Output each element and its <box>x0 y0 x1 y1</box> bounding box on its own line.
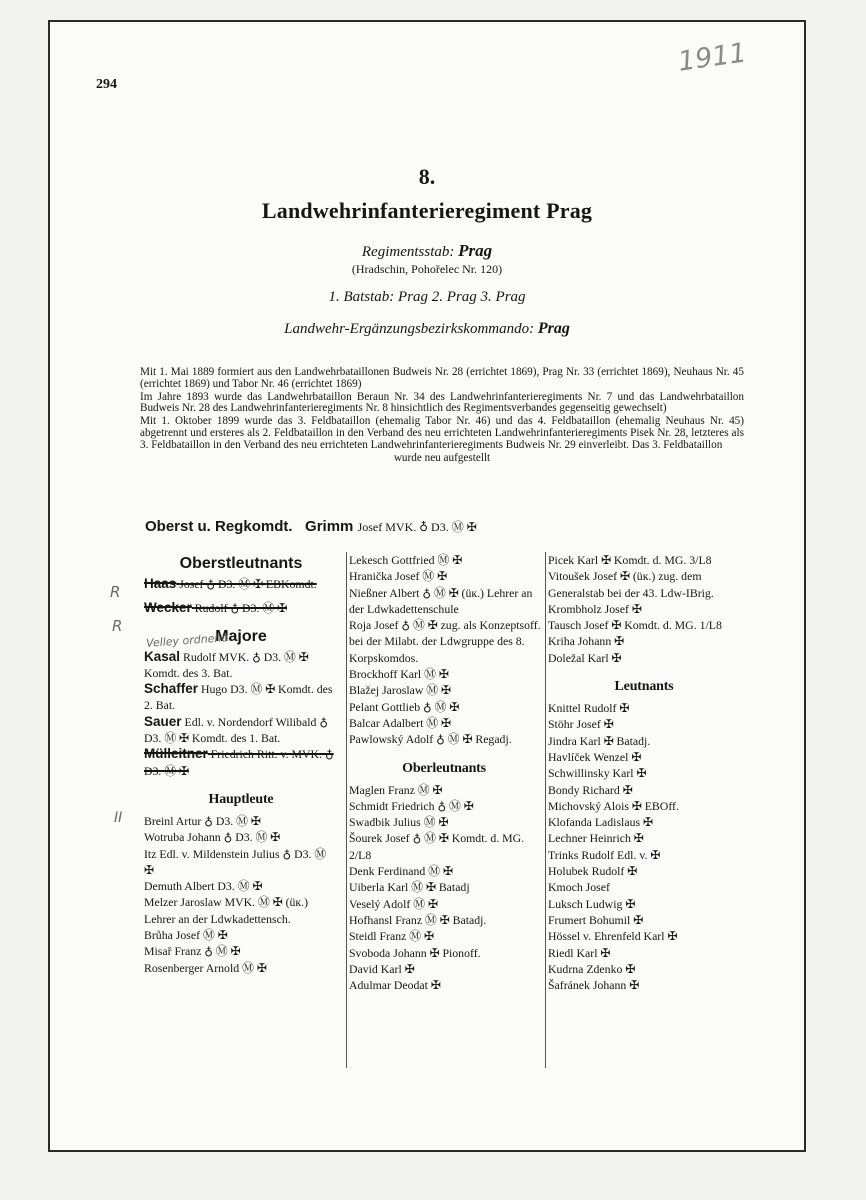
roster-entry: Lechner Heinrich ✠ <box>548 831 644 846</box>
roster-entry: Haas Josef ♁ D3. Ⓜ ✠ EBKomdt. <box>144 576 317 591</box>
district-line <box>48 320 806 338</box>
section-heading-majore: Majore <box>215 627 267 645</box>
section-heading-hauptleute: Hauptleute <box>208 791 274 807</box>
history-paragraph: Mit 1. Oktober 1899 wurde das 3. Feldbataillon (ehemalig Tabor Nr. 46) und das 4. Feldbataillon (ehemalig Neuhaus Nr. 45) abgetrennt und ersteres als 2. Feldbataillon in den Verband des neu errichteten Landwehrinfanterieregiments Pisek Nr. 28, letzteres als 3. Feldbataillon in den Verband des neu errichteten Landwehrinfanterieregiments Budweis Nr. 29 einverleibt. Das 3. Feldbataillon <box>140 415 744 451</box>
roster-column-1 <box>144 552 338 976</box>
staff-line <box>48 241 806 261</box>
roster-entry: Luksch Ludwig ✠ <box>548 896 636 911</box>
roster-entry: Demuth Albert D3. Ⓜ ✠ <box>144 879 263 894</box>
roster-entry: Hössel v. Ehrenfeld Karl ✠ <box>548 929 678 944</box>
roster-entry: Frumert Bohumil ✠ <box>548 912 644 927</box>
roster-entry: Trinks Rudolf Edl. v. ✠ <box>548 847 661 862</box>
battalion-line: 1. Batstab: Prag 2. Prag 3. Prag <box>328 289 526 305</box>
roster-entry: Havlíček Wenzel ✠ <box>548 749 642 764</box>
roster-entry: Swadbik Julius Ⓜ ✠ <box>349 815 449 830</box>
roster-entry: Itz Edl. v. Mildenstein Julius ♁ D3. Ⓜ ✠ <box>144 846 327 877</box>
history-paragraph: Mit 1. Mai 1889 formiert aus den Landwehrbataillonen Budweis Nr. 28 (errichtet 1869), Prag Nr. 33 (errichtet 1869), Neuhaus Nr. 45 (errichtet 1869) und Tabor Nr. 46 (errichtet 1869) <box>140 366 744 390</box>
roster-entry: Michovský Alois ✠ EBOff. <box>548 798 679 813</box>
roster-entry: Krombholz Josef ✠ <box>548 601 642 616</box>
roster-entry: Hofhansl Franz Ⓜ ✠ Batadj. <box>349 912 487 927</box>
roster-entry: Svoboda Johann ✠ Pionoff. <box>349 945 481 960</box>
staff-place: Prag <box>458 241 493 260</box>
margin-mark-r: R <box>112 617 123 635</box>
margin-mark-ii: II <box>114 810 123 826</box>
roster-entry: Veselý Adolf Ⓜ ✠ <box>349 896 438 911</box>
roster-entry: Šourek Josef ♁ Ⓜ ✠ Komdt. d. MG. 2/L8 <box>349 831 525 862</box>
roster-entry: Schmidt Friedrich ♁ Ⓜ ✠ <box>349 798 474 813</box>
roster-entry: Mülleitner Friedrich Ritt. v. MVK. ♁ D3. Ⓜ ✠ <box>144 746 334 778</box>
roster-entry: Kmoch Josef <box>548 880 610 895</box>
roster-entry: Wecker Rudolf ♁ D3. Ⓜ ✠ <box>144 600 287 616</box>
roster-entry: Knittel Rudolf ✠ <box>548 701 630 716</box>
handwritten-scrawl: Velley ordnend <box>145 631 229 650</box>
roster-entry: Steidl Franz Ⓜ ✠ <box>349 929 434 944</box>
roster-entry: Denk Ferdinand Ⓜ ✠ <box>349 864 453 879</box>
roster-column-3 <box>545 552 742 1068</box>
roster-entry: Lekesch Gottfried Ⓜ ✠ <box>349 553 463 567</box>
roster-entry: Balcar Adalbert Ⓜ ✠ <box>349 715 451 730</box>
roster-entry: Kriha Johann ✠ <box>548 634 625 649</box>
roster-entry: Melzer Jaroslaw MVK. Ⓜ ✠ (üк.) Lehrer an der Ldwkadettensch. <box>144 895 309 926</box>
roster-entry: Schwillinsky Karl ✠ <box>548 766 647 781</box>
commander-name: Grimm <box>305 518 354 535</box>
roster-entry: Vitoušek Josef ✠ (üк.) zug. dem Generalstab bei der 43. Ldw-IBrig. <box>548 569 714 600</box>
roster-entry: Schaffer Hugo D3. Ⓜ ✠ Komdt. des 2. Bat. <box>144 681 333 713</box>
roster-entry: Nießner Albert ♁ Ⓜ ✠ (üк.) Lehrer an der Ldwkadettenschule <box>349 585 533 616</box>
district-place: Prag <box>537 320 570 337</box>
roster-entry: Holubek Rudolf ✠ <box>548 864 638 879</box>
roster-entry: Brůha Josef Ⓜ ✠ <box>144 928 228 943</box>
roster-entry: Bondy Richard ✠ <box>548 782 633 797</box>
roster-entry: Wotruba Johann ♁ D3. Ⓜ ✠ <box>144 830 281 845</box>
roster-entry: Maglen Franz Ⓜ ✠ <box>349 782 443 797</box>
margin-mark-r: R <box>110 583 121 601</box>
roster-entry: Adulmar Deodat ✠ <box>349 978 441 993</box>
roster-entry: Kasal Rudolf MVK. ♁ D3. Ⓜ ✠ Komdt. des 3. Bat. <box>144 648 309 680</box>
roster-column-2 <box>346 552 541 1068</box>
history-paragraph: Im Jahre 1893 wurde das Landwehrbataillon Beraun Nr. 34 des Landwehrinfanterieregiments Nr. 7 und das Landwehrbataillon Budweis Nr. 28 des Landwehrinfanterieregiments Nr. 8 hinsichtlich des Regimentsverbandes gegenseitig gewechselt) <box>140 390 744 415</box>
roster-entry: Blažej Jaroslaw Ⓜ ✠ <box>349 683 451 698</box>
section-heading-leutnants: Leutnants <box>614 679 674 695</box>
history-paragraph: wurde neu aufgestellt <box>393 451 491 464</box>
roster-entry: Šafránek Johann ✠ <box>548 978 640 993</box>
roster-entry: Sauer Edl. v. Nordendorf Wilibald ♁ D3. Ⓜ ✠ Komdt. des 1. Bat. <box>144 713 328 746</box>
roster-entry: Pawlowský Adolf ♁ Ⓜ ✠ Regadj. <box>349 732 512 747</box>
handwritten-year: 1911 <box>676 37 749 78</box>
roster-entry: Klofanda Ladislaus ✠ <box>548 815 653 830</box>
roster-entry: Stöhr Josef ✠ <box>548 717 614 732</box>
page-number: 294 <box>96 77 117 92</box>
roster-entry: Misař Franz ♁ Ⓜ ✠ <box>144 944 241 959</box>
roster-entry: Pelant Gottlieb ♁ Ⓜ ✠ <box>349 699 460 714</box>
roster-entry: Uiberla Karl Ⓜ ✠ Batadj <box>349 880 470 895</box>
roster-entry: Hranička Josef Ⓜ ✠ <box>349 569 448 584</box>
commander-details: Josef MVK. ♁ D3. Ⓜ ✠ <box>357 520 477 534</box>
roster-entry: Kudrna Zdenko ✠ <box>548 961 636 976</box>
regiment-title: Landwehrinfanterieregiment Prag <box>261 198 593 223</box>
address-line: (Hradschin, Pohořelec Nr. 120) <box>351 262 503 276</box>
roster-entry: Riedl Karl ✠ <box>548 945 611 960</box>
roster-entry: Picek Karl ✠ Komdt. d. MG. 3/L8 <box>548 553 712 567</box>
commander-rank: Oberst u. Regkomdt. <box>145 518 293 535</box>
roster-entry: Brockhoff Karl Ⓜ ✠ <box>349 667 449 682</box>
roster-entry: David Karl ✠ <box>349 961 415 976</box>
roster-entry: Roja Josef ♁ Ⓜ ✠ zug. als Konzeptsoff. bei der Milabt. der Ldwgruppe des 8. Korpskomdos. <box>349 618 541 665</box>
history-paragraphs <box>140 367 744 465</box>
section-heading-oberstleutnants: Oberstleutnants <box>179 555 303 572</box>
roster-entry: Jindra Karl ✠ Batadj. <box>548 733 651 748</box>
regiment-commander <box>145 518 745 535</box>
regiment-number: 8. <box>418 164 436 189</box>
roster-entry: Tausch Josef ✠ Komdt. d. MG. 1/L8 <box>548 618 722 633</box>
section-heading-oberleutnants: Oberleutnants <box>402 760 486 776</box>
roster-entry: Doležal Karl ✠ <box>548 650 622 665</box>
district-label: Landwehr-Ergänzungsbezirkskommando: <box>284 321 535 337</box>
staff-label: Regimentsstab: <box>361 244 455 260</box>
roster-entry: Breinl Artur ♁ D3. Ⓜ ✠ <box>144 813 261 828</box>
roster-entry: Rosenberger Arnold Ⓜ ✠ <box>144 960 267 975</box>
